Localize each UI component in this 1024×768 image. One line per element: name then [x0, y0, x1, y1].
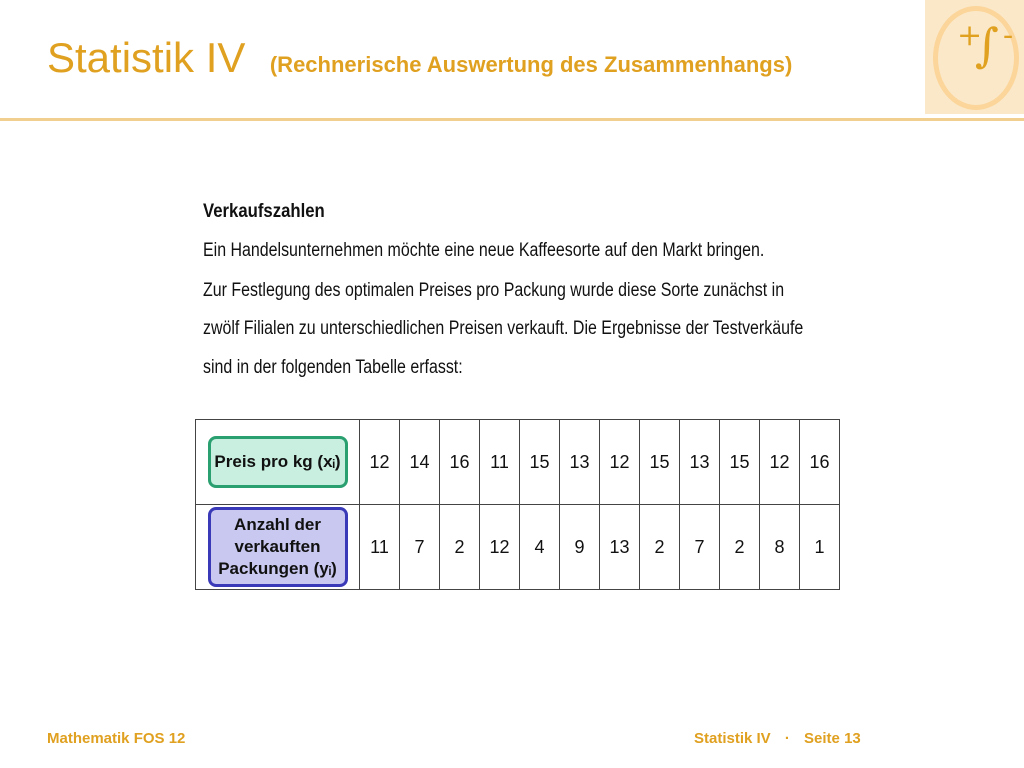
table-cell: 15 — [520, 420, 560, 505]
table-row-price — [196, 420, 840, 505]
page-title: Statistik IV — [47, 34, 246, 81]
integral-icon: ∫ — [975, 18, 999, 72]
table-cell: 12 — [760, 420, 800, 505]
table-cell: 13 — [600, 505, 640, 590]
table-cell: 16 — [800, 420, 840, 505]
table-cell: 13 — [680, 420, 720, 505]
table-cell: 15 — [640, 420, 680, 505]
page-subtitle: (Rechnerische Auswertung des Zusammenhangs) — [269, 52, 793, 77]
logo — [925, 0, 1024, 114]
table-cell: 7 — [400, 505, 440, 590]
page-title-row — [47, 34, 792, 82]
table-row-quantity — [196, 505, 840, 590]
paragraph-line-1: Ein Handelsunternehmen möchte eine neue Kaffeesorte auf den Markt bringen. — [203, 240, 765, 261]
price-label: Preis pro kg (xᵢ) — [208, 436, 348, 488]
table-row-label-cell — [196, 505, 360, 590]
table-cell: 16 — [440, 420, 480, 505]
paragraph-line-2: Zur Festlegung des optimalen Preises pro Packung wurde diese Sorte zunächst in — [203, 280, 785, 301]
footer-separator: · — [784, 730, 790, 747]
paragraph-line-4: sind in der folgenden Tabelle erfasst: — [203, 357, 463, 378]
table-cell: 7 — [680, 505, 720, 590]
table-cell: 8 — [760, 505, 800, 590]
plus-icon: + — [957, 18, 983, 53]
footer-title: Statistik IV — [694, 730, 771, 747]
table-cell: 9 — [560, 505, 600, 590]
table-cell: 2 — [640, 505, 680, 590]
table-cell: 2 — [720, 505, 760, 590]
table-cell: 11 — [360, 505, 400, 590]
minus-icon: - — [1003, 18, 1014, 53]
table-row-label-cell — [196, 420, 360, 505]
paragraph-line-3: zwölf Filialen zu unterschiedlichen Preisen verkauft. Die Ergebnisse der Testverkäufe — [203, 318, 804, 339]
footer-course: Mathematik FOS 12 — [47, 730, 186, 747]
footer-page-info — [694, 730, 861, 747]
table-cell: 2 — [440, 505, 480, 590]
table-cell: 4 — [520, 505, 560, 590]
table-cell: 12 — [360, 420, 400, 505]
table-cell: 11 — [480, 420, 520, 505]
header-divider — [0, 118, 1024, 121]
table-cell: 15 — [720, 420, 760, 505]
table-cell: 14 — [400, 420, 440, 505]
quantity-label: Anzahl der verkauften Packungen (yᵢ) — [208, 507, 348, 587]
table-cell: 12 — [480, 505, 520, 590]
page-number: Seite 13 — [804, 730, 861, 747]
section-heading: Verkaufszahlen — [203, 201, 325, 222]
table-cell: 12 — [600, 420, 640, 505]
table-cell: 13 — [560, 420, 600, 505]
data-table — [195, 419, 840, 590]
table-cell: 1 — [800, 505, 840, 590]
